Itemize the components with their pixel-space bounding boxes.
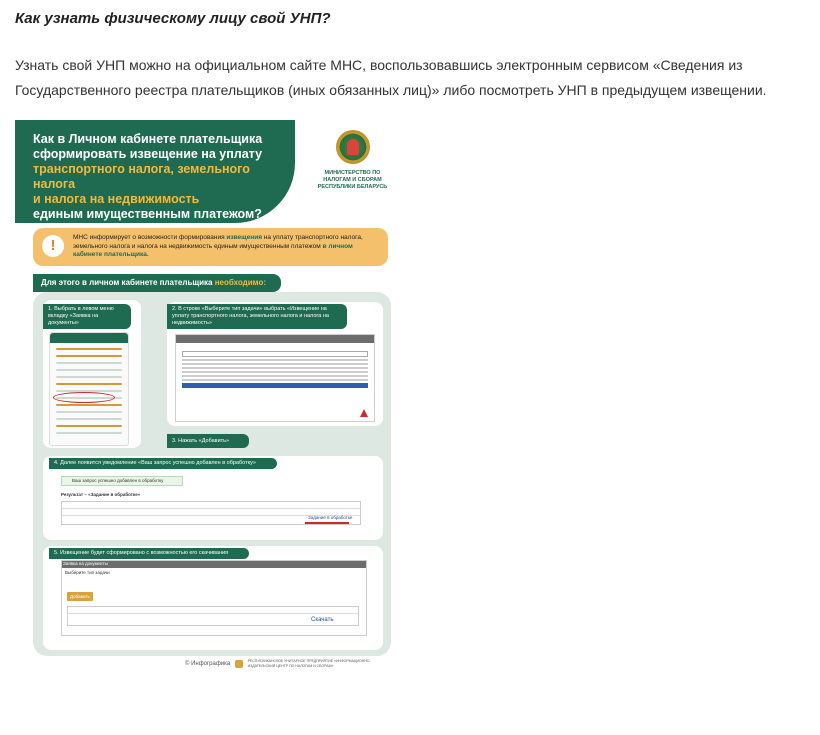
notice-box <box>33 228 388 266</box>
add-button-label: Добавить <box>70 594 90 599</box>
footer-copyright: © Инфографика <box>185 661 231 668</box>
step2-label: 2. В строке «Выберите тип задачи» выбрать «Извещение на уплату транспортного налога, земельного налога и налога на недвижимость» <box>167 304 347 329</box>
download-table <box>67 606 359 626</box>
banner-title-3: транспортного налога, земельного налога <box>33 162 250 191</box>
step1-card <box>43 300 141 448</box>
step2-card <box>167 302 383 426</box>
publisher-logo-icon <box>235 660 243 668</box>
step4-card <box>43 456 383 540</box>
highlight-oval <box>53 392 115 403</box>
step4-label: 4. Далее появится уведомление «Ваш запрос успешно добавлен в обработку» <box>49 458 277 469</box>
article-paragraph: Узнать свой УНП можно на официальном сайте МНС, воспользовавшись электронным сервисом «Сведения из Государственного реестра плательщиков (иных обязанных лиц)» либо посмотреть УНП в предыдущем извещении. <box>15 57 767 98</box>
form-title: Заявка на документы <box>63 561 108 566</box>
mini-sidebar-menu <box>49 332 129 446</box>
step5-label: 5. Извещение будет сформировано с возможностью его скачивания <box>49 548 249 559</box>
row-status: Задание в обработке <box>308 515 353 520</box>
task-type-select[interactable] <box>182 351 368 357</box>
success-message: Ваш запрос успешно добавлен в обработку <box>61 476 183 486</box>
banner-title-2: сформировать извещение на уплату <box>33 147 263 161</box>
infographic-banner <box>15 120 295 223</box>
infographic-footer <box>185 659 383 668</box>
banner-title-4: и налога на недвижимость <box>33 192 200 206</box>
exclamation-icon: ! <box>42 235 64 257</box>
notice-text: МНС информирует о возможности формирования извещения на уплату транспортного налога, земельного налога и налога на недвижимость единым имущественным платежом в личном кабинете плательщика. <box>73 234 363 258</box>
download-link[interactable]: Скачать <box>311 617 334 623</box>
mns-logo <box>315 130 390 191</box>
footer-org: РЕСПУБЛИКАНСКОЕ УНИТАРНОЕ ПРЕДПРИЯТИЕ «ИНФОРМАЦИОННО-ИЗДАТЕЛЬСКИЙ ЦЕНТР ПО НАЛОГАМ И СБОРАМ» <box>247 659 371 668</box>
article-heading: Как узнать физическому лицу свой УНП? <box>15 10 331 27</box>
result-label: Результат – «Задание в обработке» <box>61 492 141 497</box>
logo-text: МИНИСТЕРСТВО ПО НАЛОГАМ И СБОРАМ РЕСПУБЛИКИ БЕЛАРУСЬ <box>317 170 388 190</box>
red-arrow-icon <box>360 409 368 417</box>
task-type-form <box>175 334 375 422</box>
step1-label: 1. Выбрать в левом меню вкладку «Заявка на документы» <box>43 304 131 329</box>
mns-emblem-icon <box>336 130 370 164</box>
form-label: Выберите тип задачи <box>65 570 110 575</box>
banner-title-5: единым имущественным платежом? <box>33 207 262 221</box>
step3-label: 3. Нажать «Добавить» <box>167 434 249 448</box>
status-underline <box>305 522 349 524</box>
banner-title-1: Как в Личном кабинете плательщика <box>33 132 263 146</box>
steps-heading: Для этого в личном кабинете плательщика необходимо: <box>33 274 281 292</box>
infographic <box>15 120 393 676</box>
